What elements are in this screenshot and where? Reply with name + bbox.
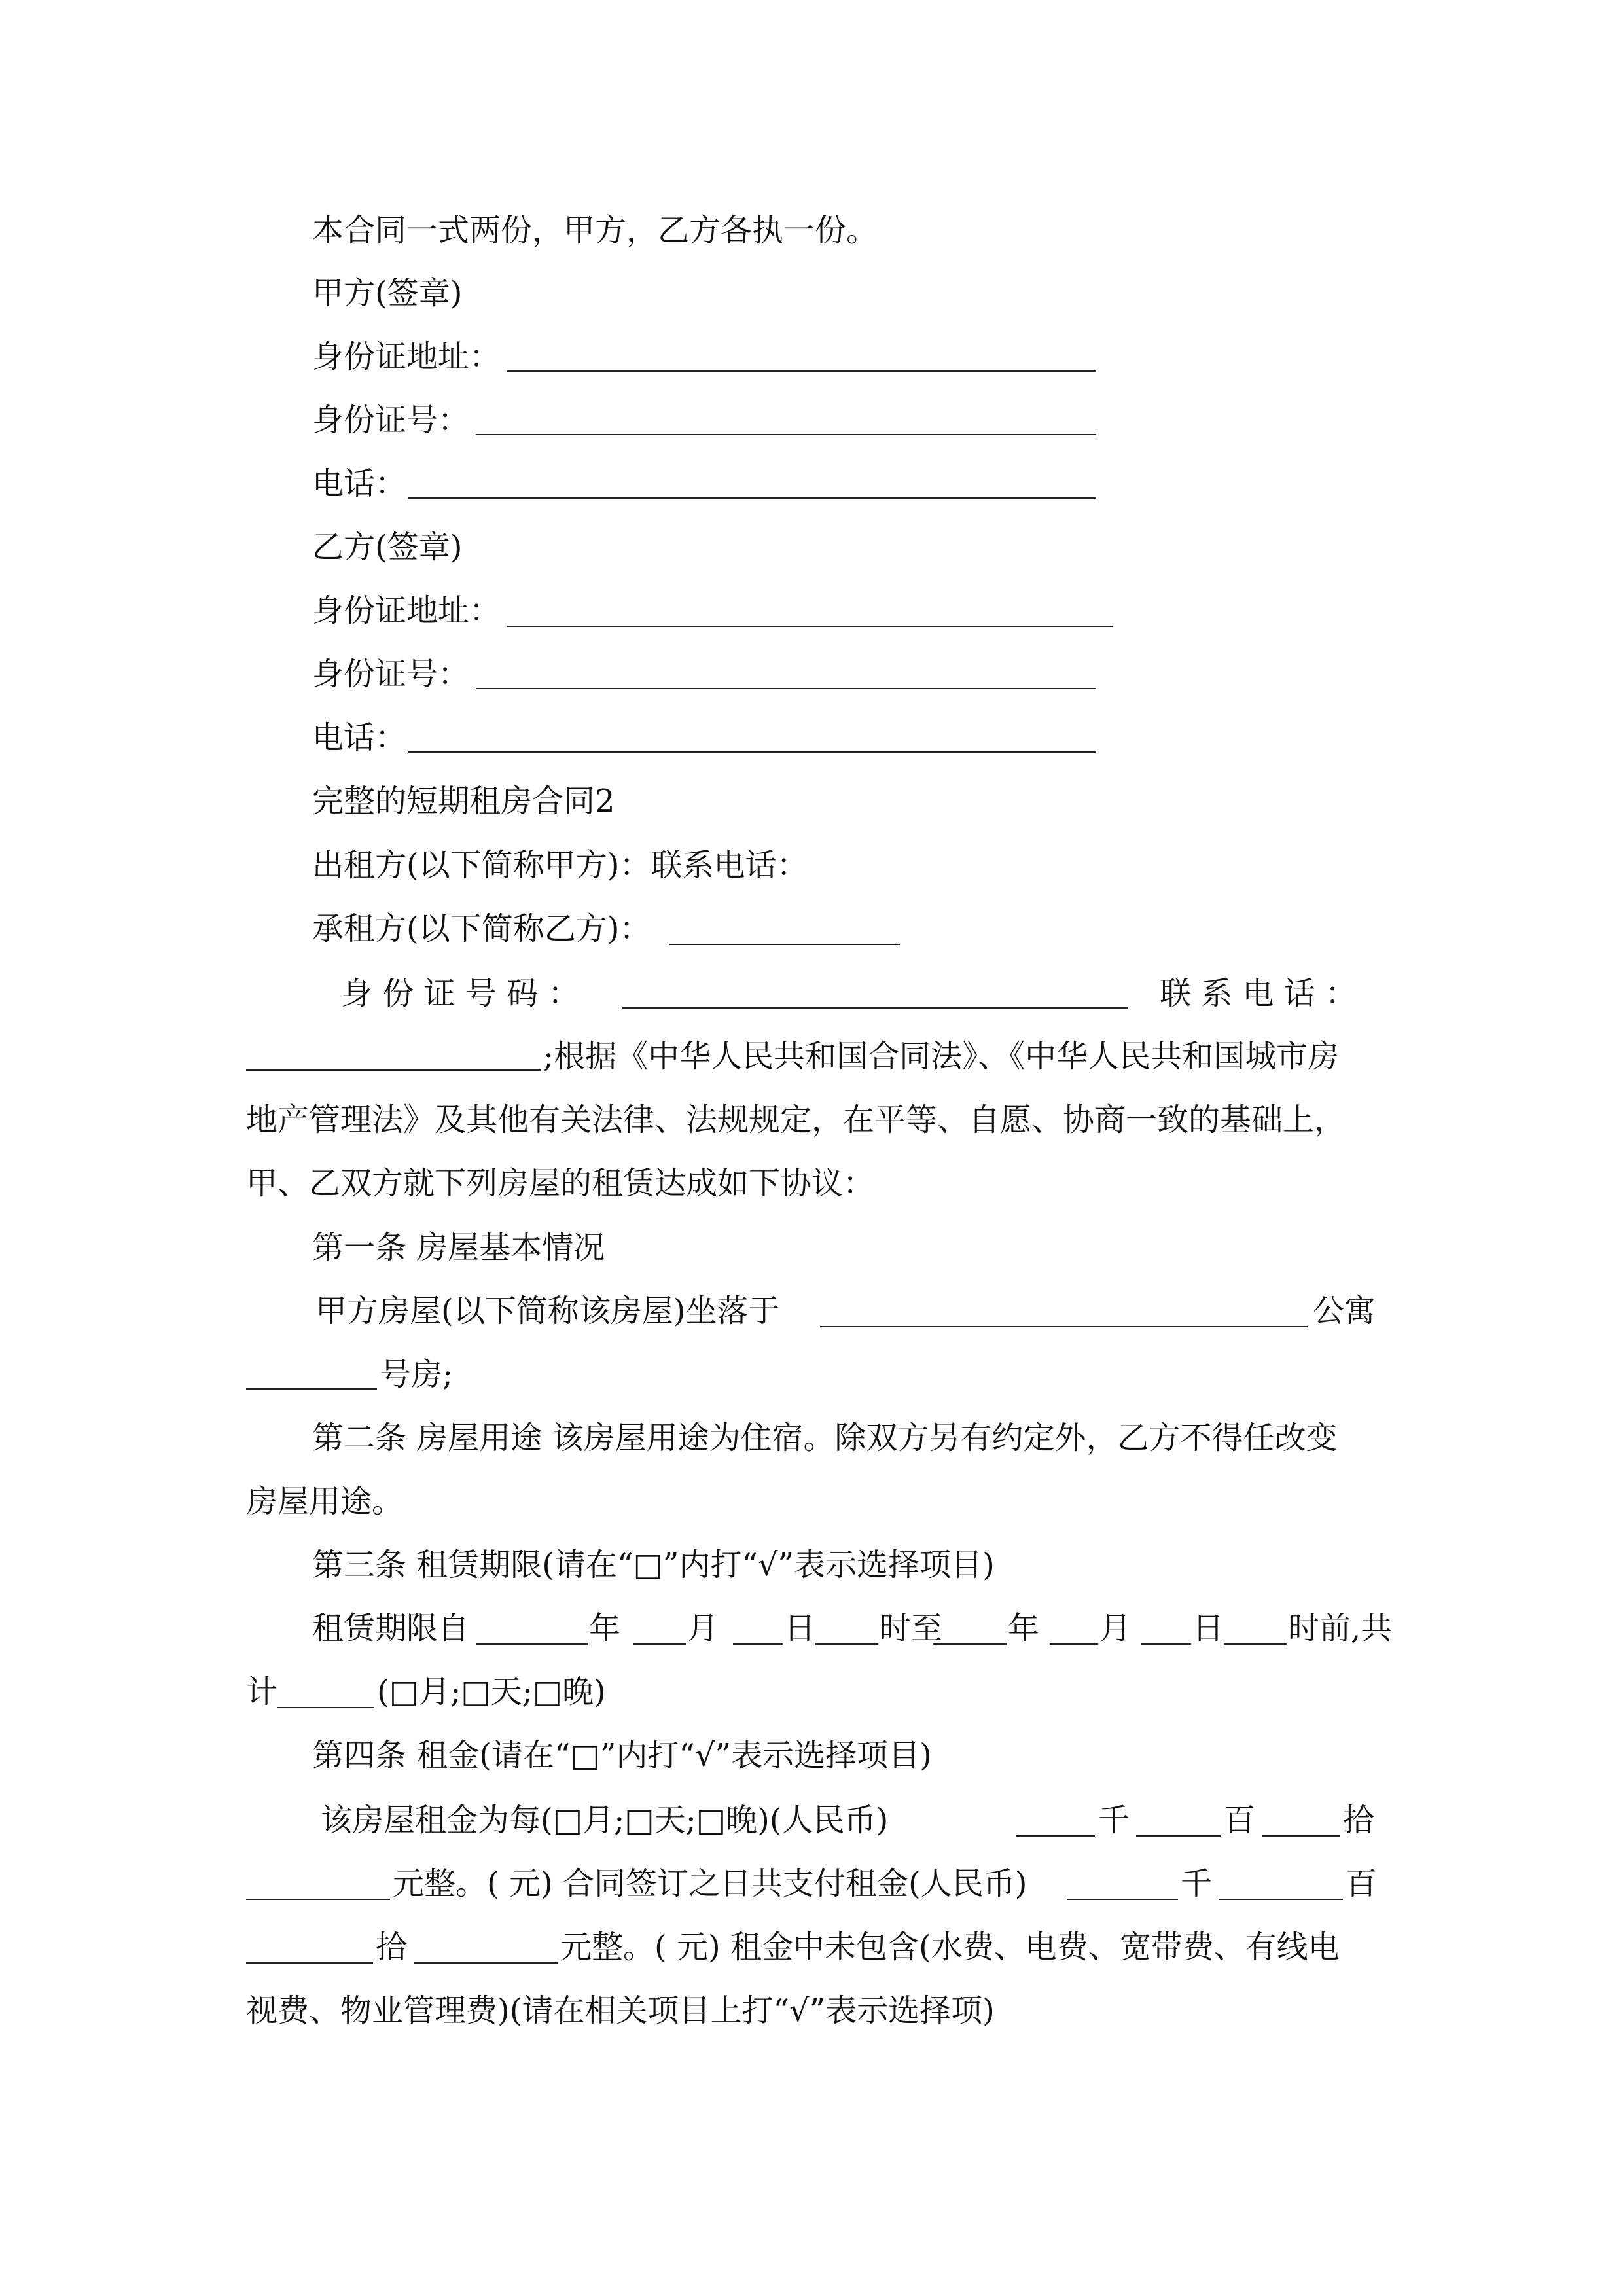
article-3-title: 第三条 租赁期限(请在“□”内打“√”表示选择项目) xyxy=(312,1547,995,1583)
total-duration-blank[interactable] xyxy=(277,1707,374,1708)
signing-thousand-blank[interactable] xyxy=(1067,1899,1178,1900)
lessee-blank[interactable] xyxy=(669,944,900,945)
copies-line: 本合同一式两份，甲方，乙方各执一份。 xyxy=(312,212,878,249)
party-a-id-number-blank[interactable] xyxy=(476,434,1096,435)
rent-paid-at-signing-text: 元整。( 元) 合同签订之日共支付租金(人民币) xyxy=(393,1865,1027,1902)
party-b-signature-label: 乙方(签章) xyxy=(312,529,463,565)
id-number-blank[interactable] xyxy=(622,1007,1128,1009)
rent-amount-text: 该房屋租金为每(□月;□天;□晚)(人民币) xyxy=(321,1802,889,1839)
party-b-id-number-label: 身份证号： xyxy=(312,656,470,692)
article-4-title: 第四条 租金(请在“□”内打“√”表示选择项目) xyxy=(312,1737,932,1774)
contact-phone-label: 联 系 电 话 ： xyxy=(1160,975,1357,1012)
contact-phone-blank[interactable] xyxy=(246,1069,541,1071)
start-month-blank[interactable] xyxy=(633,1643,686,1645)
end-hour-blank[interactable] xyxy=(1224,1643,1287,1645)
rent-excludes-text: 元整。( 元) 租金中未包含(水费、电费、宽带费、有线电 xyxy=(560,1929,1340,1965)
before-total-label: 时前,共 xyxy=(1288,1610,1393,1647)
end-day-label: 日 xyxy=(1192,1610,1224,1647)
signing-ten-label: 拾 xyxy=(376,1929,408,1965)
id-number-label: 身 份 证 号 码 ： xyxy=(341,975,580,1012)
start-year-label: 年 xyxy=(589,1610,621,1647)
duration-unit-choice: (□月;□天;□晚) xyxy=(377,1674,606,1710)
rent-hundred-label: 百 xyxy=(1224,1802,1256,1839)
rent-thousand-label: 千 xyxy=(1098,1802,1130,1839)
rent-excludes-line-2: 视费、物业管理费)(请在相关项目上打“√”表示选择项) xyxy=(246,1992,995,2029)
term-start-label: 租赁期限自 xyxy=(312,1610,470,1647)
rent-thousand-blank[interactable] xyxy=(1016,1835,1095,1837)
party-b-id-number-blank[interactable] xyxy=(476,688,1096,689)
signing-thousand-label: 千 xyxy=(1181,1865,1213,1902)
rent-ten-label: 拾 xyxy=(1343,1802,1375,1839)
end-month-blank[interactable] xyxy=(1050,1643,1098,1645)
end-month-label: 月 xyxy=(1099,1610,1132,1647)
signing-hundred-label: 百 xyxy=(1346,1865,1378,1902)
signing-ten-blank[interactable] xyxy=(246,1962,373,1964)
article-2-line-1: 第二条 房屋用途 该房屋用途为住宿。除双方另有约定外，乙方不得任改变 xyxy=(312,1420,1338,1456)
until-label: 时至 xyxy=(880,1610,943,1647)
room-number-label: 号房; xyxy=(380,1356,454,1393)
party-b-id-address-blank[interactable] xyxy=(507,626,1113,627)
contract-title: 完整的短期租房合同2 xyxy=(312,783,615,819)
party-a-id-number-label: 身份证号： xyxy=(312,402,470,439)
party-b-phone-blank[interactable] xyxy=(408,751,1096,753)
article-1-location-text: 甲方房屋(以下简称该房屋)坐落于 xyxy=(315,1293,780,1329)
intro-line-3: 甲、乙双方就下列房屋的租赁达成如下协议： xyxy=(246,1165,875,1202)
end-day-blank[interactable] xyxy=(1141,1643,1191,1645)
lessee-label: 承租方(以下简称乙方)： xyxy=(312,910,651,947)
end-year-label: 年 xyxy=(1008,1610,1040,1647)
rent-hundred-blank[interactable] xyxy=(1136,1835,1221,1837)
start-day-blank[interactable] xyxy=(733,1643,783,1645)
party-a-phone-label: 电话： xyxy=(312,465,407,502)
article-2-line-2: 房屋用途。 xyxy=(246,1483,404,1520)
total-label: 计 xyxy=(246,1674,278,1710)
lessor-line: 出租方(以下简称甲方)：联系电话： xyxy=(312,847,808,884)
start-day-label: 日 xyxy=(784,1610,816,1647)
signing-units-blank[interactable] xyxy=(414,1962,558,1964)
intro-line-2: 地产管理法》及其他有关法律、法规规定，在平等、自愿、协商一致的基础上， xyxy=(246,1102,1346,1138)
party-a-id-address-label: 身份证地址： xyxy=(312,338,501,375)
party-a-signature-label: 甲方(签章) xyxy=(312,275,463,312)
end-year-blank[interactable] xyxy=(933,1643,1007,1645)
apartment-label: 公寓 xyxy=(1313,1293,1376,1329)
start-year-blank[interactable] xyxy=(476,1643,588,1645)
party-a-phone-blank[interactable] xyxy=(408,497,1096,499)
start-hour-blank[interactable] xyxy=(815,1643,878,1645)
room-number-blank[interactable] xyxy=(246,1388,377,1390)
property-location-blank[interactable] xyxy=(820,1326,1308,1327)
party-a-id-address-blank[interactable] xyxy=(507,370,1096,372)
article-1-title: 第一条 房屋基本情况 xyxy=(312,1229,605,1266)
rent-units-blank[interactable] xyxy=(246,1899,390,1900)
party-b-phone-label: 电话： xyxy=(312,719,407,756)
signing-hundred-blank[interactable] xyxy=(1219,1899,1343,1900)
start-month-label: 月 xyxy=(687,1610,719,1647)
party-b-id-address-label: 身份证地址： xyxy=(312,592,501,629)
rent-ten-blank[interactable] xyxy=(1262,1835,1340,1837)
intro-line-1: ;根据《中华人民共和国合同法》、《中华人民共和国城市房 xyxy=(543,1038,1340,1075)
